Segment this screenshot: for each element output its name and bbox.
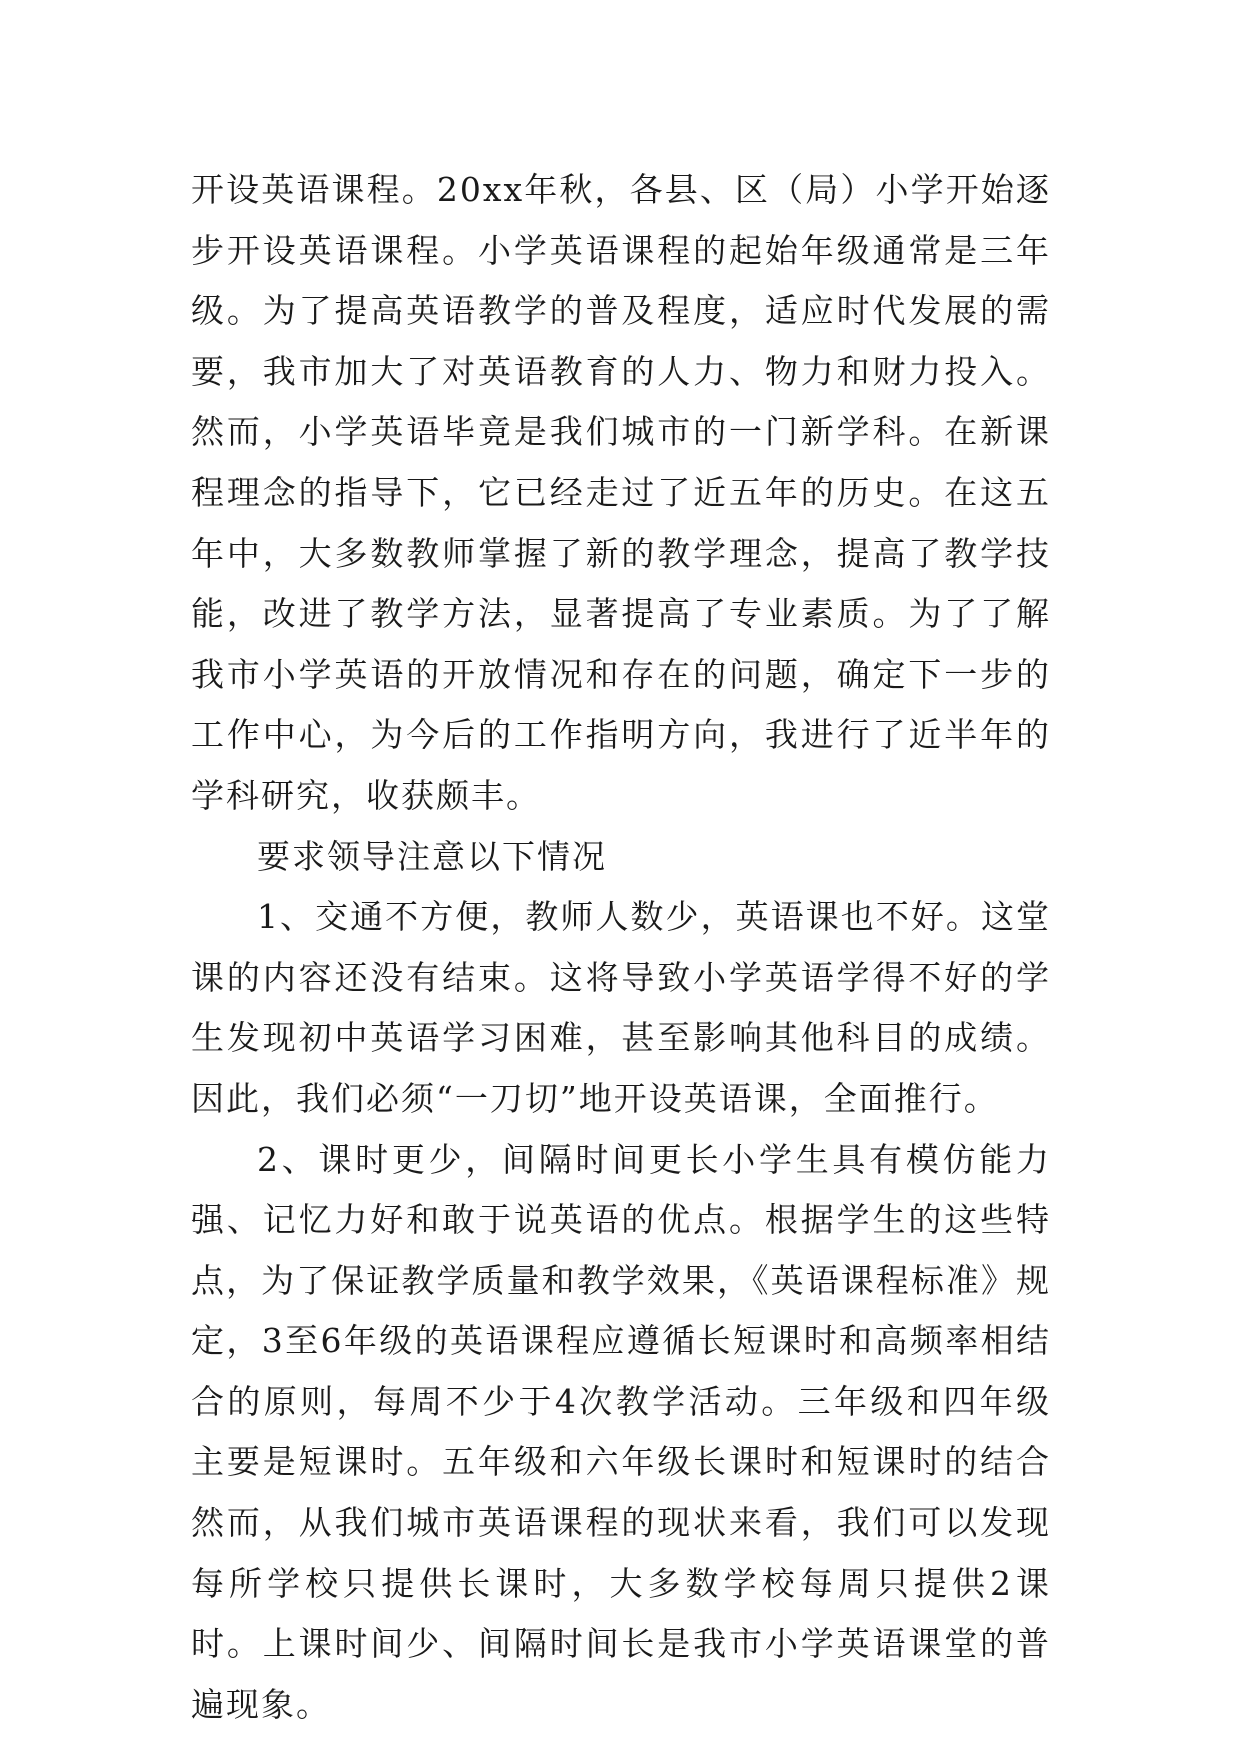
paragraph-item-2: 2、课时更少，间隔时间更长小学生具有模仿能力强、记忆力好和敢于说英语的优点。根据学生的这些特点，为了保证教学质量和教学效果，《英语课程标准》规定，3至6年级的英语课程应遵循长短课时和高频率相结合的原则，每周不少于4次教学活动。三年级和四年级主要是短课时。五年级和六年级长课时和短课时的结合然而，从我们城市英语课程的现状来看，我们可以发现每所学校只提供长课时，大多数学校每周只提供2课时。上课时间少、间隔时间长是我市小学英语课堂的普遍现象。 — [191, 1139, 1051, 1724]
paragraph-heading: 要求领导注意以下情况 — [257, 836, 607, 876]
document-body — [191, 160, 1051, 1735]
paragraph-intro: 开设英语课程。20xx年秋，各县、区（局）小学开始逐步开设英语课程。小学英语课程的起始年级通常是三年级。为了提高英语教学的普及程度，适应时代发展的需要，我市加大了对英语教育的人力、物力和财力投入。然而，小学英语毕竟是我们城市的一门新学科。在新课程理念的指导下，它已经走过了近五年的历史。在这五年中，大多数教师掌握了新的教学理念，提高了教学技能，改进了教学方法，显著提高了专业素质。为了了解我市小学英语的开放情况和存在的问题，确定下一步的工作中心，为今后的工作指明方向，我进行了近半年的学科研究，收获颇丰。 — [191, 170, 1051, 815]
paragraph-item-1: 1、交通不方便，教师人数少，英语课也不好。这堂课的内容还没有结束。这将导致小学英语学得不好的学生发现初中英语学习困难，甚至影响其他科目的成绩。因此，我们必须“一刀切”地开设英语课，全面推行。 — [191, 897, 1051, 1118]
